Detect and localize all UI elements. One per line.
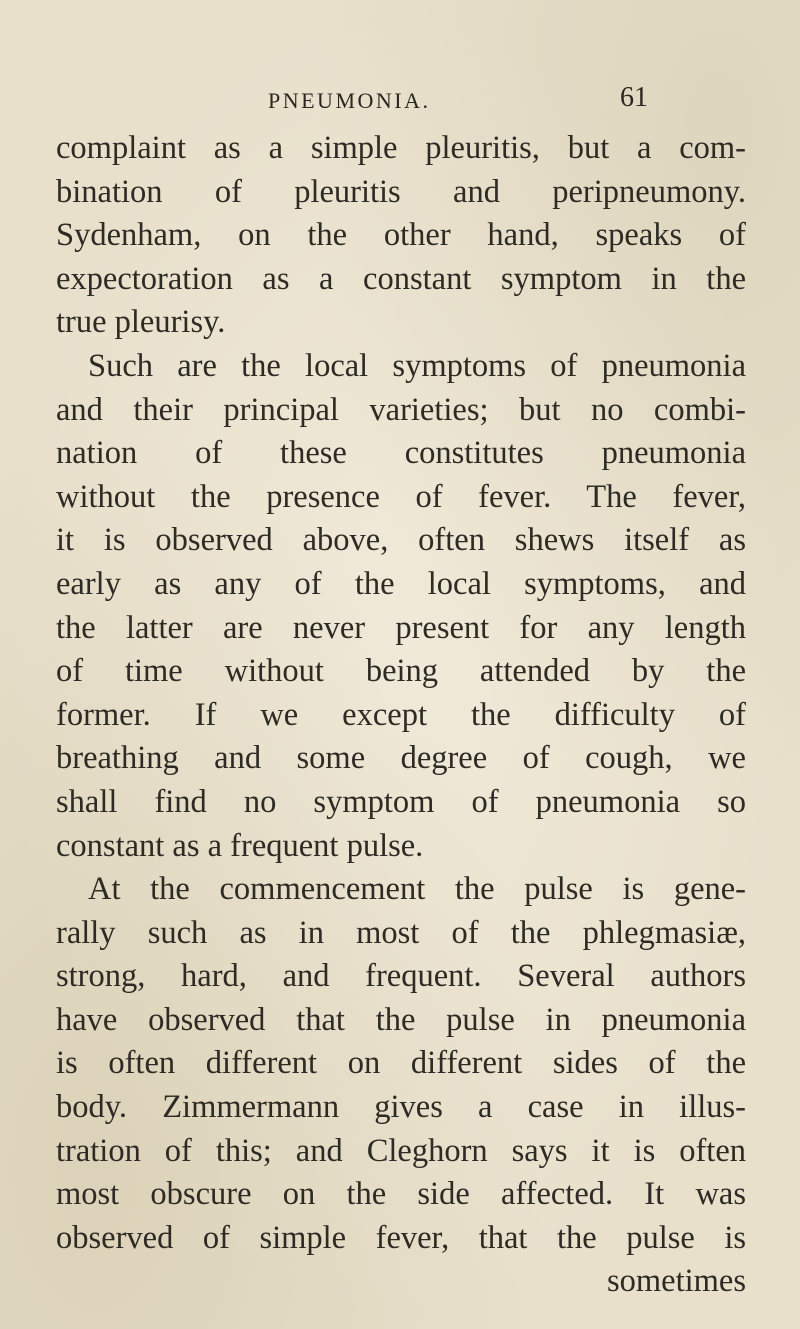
text-line: expectoration as a constant symptom in the <box>56 260 746 297</box>
text-line: breathing and some degree of cough, we <box>56 740 746 777</box>
body-text <box>56 127 746 1304</box>
text-line: former. If we except the difficulty of <box>56 696 746 733</box>
text-line: is often different on different sides of the <box>56 1045 746 1082</box>
text-line: the latter are never present for any length <box>56 609 746 646</box>
catchword: sometimes <box>606 1263 746 1300</box>
text-line: constant as a frequent pulse. <box>56 827 424 864</box>
text-line: body. Zimmermann gives a case in illus- <box>56 1089 746 1126</box>
text-line: Such are the local symptoms of pneumonia <box>88 347 746 384</box>
text-line: have observed that the pulse in pneumonia <box>56 1001 746 1038</box>
text-line: rally such as in most of the phlegmasiæ, <box>56 914 746 951</box>
text-line: most obscure on the side affected. It was <box>56 1176 746 1213</box>
text-line: Sydenham, on the other hand, speaks of <box>56 217 746 254</box>
text-line: it is observed above, often shews itself as <box>56 522 746 559</box>
text-line: At the commencement the pulse is gene- <box>88 871 746 908</box>
page-number: 61 <box>620 82 648 113</box>
text-line: nation of these constitutes pneumonia <box>56 435 746 472</box>
text-line: complaint as a simple pleuritis, but a com- <box>56 130 746 166</box>
text-line: tration of this; and Cleghorn says it is often <box>56 1132 746 1169</box>
text-line: and their principal varieties; but no combi- <box>56 391 746 428</box>
text-line: of time without being attended by the <box>56 653 746 690</box>
text-line: shall find no symptom of pneumonia so <box>56 783 746 820</box>
text-line: without the presence of fever. The fever, <box>56 478 746 515</box>
running-head <box>0 82 800 128</box>
text-line: bination of pleuritis and peripneumony. <box>56 173 746 210</box>
text-line: strong, hard, and frequent. Several authors <box>56 958 746 995</box>
text-line: observed of simple fever, that the pulse is <box>56 1219 746 1256</box>
text-line: early as any of the local symptoms, and <box>56 565 746 602</box>
running-head-title: PNEUMONIA. <box>268 88 431 113</box>
text-line: true pleurisy. <box>56 304 226 341</box>
